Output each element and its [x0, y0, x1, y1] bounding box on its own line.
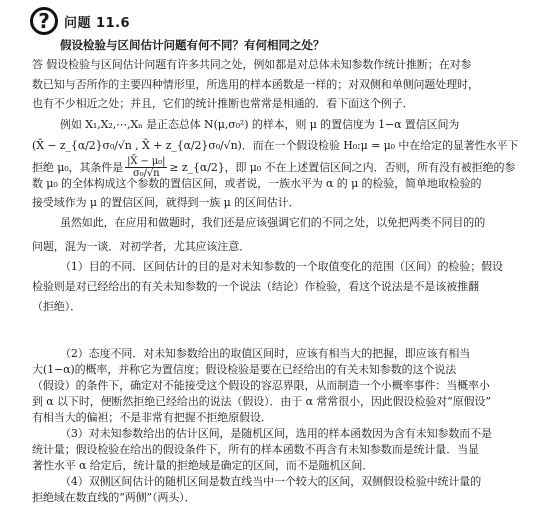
paragraph-line: 例如 X₁,X₂,⋯,Xₙ 是正态总体 N(μ,σ₀²) 的样本，则 μ 的置信度为 1−α 置信区间为 — [60, 118, 460, 131]
paragraph-line: 有相当大的偏袒；不是非常有把握不拒绝原假设． — [32, 411, 272, 424]
paragraph-line: (X̄ − z_{α/2}σ₀/√n , X̄ + z_{α/2}σ₀/√n)．而在一个假设检验 H₀:μ = μ₀ 中在给定的显著性水平下 — [32, 139, 519, 152]
paragraph-line: 大(1−α)的概率，并称它为置信度；假设检验是要在已经给出的有关未知参数的这个说法 — [32, 363, 457, 376]
text-span: ≥ z_{α/2}，即 μ₀ 不在上述置信区间之内．否则，所有没有被拒绝的参 — [169, 161, 516, 174]
paragraph-line: 问题，混为一谈．对初学者，尤其应该注意． — [32, 240, 250, 253]
problem-title: 问题 11.6 — [64, 15, 131, 31]
paragraph-line: （1）目的不同．区间估计的目的是对未知参数的一个取值变化的范围（区间）的检验；假设 — [60, 260, 503, 273]
paragraph-line: 数已知与否所作的主要四种情形里，所选用的样本函数是一样的；对双侧和单侧问题处理时， — [32, 78, 479, 91]
fraction-numerator: |X̄ − μ₀| — [127, 156, 166, 167]
paragraph-line: 答 假设检验与区间估计问题有许多共同之处，例如都是对总体未知参数作统计推断；在对参 — [32, 58, 472, 71]
paragraph-line: （3）对未知参数给出的估计区间，是随机区间，选用的样本函数因为含有未知参数而不是 — [60, 427, 492, 440]
fraction-denominator: σ₀/√n — [132, 168, 160, 179]
paragraph-line: 接受域作为 μ 的置信区间，就得到一族 μ 的区间估计． — [32, 196, 300, 209]
paragraph-line: （4）双侧区间估计的随机区间是数直线当中一个较大的区间，双侧假设检验中统计量的 — [60, 475, 482, 488]
paragraph-line: （拒绝）． — [32, 300, 81, 313]
paragraph-line: （2）态度不同．对未知参数给出的取值区间时，应该有相当大的把握，即应该有相当 — [60, 347, 471, 360]
paragraph-line: 拒绝域在数直线的“两侧”（两头）． — [32, 491, 196, 504]
paragraph-line: （假设）的条件下，确定对不能接受这个假设的容忍界限，从而制造一个小概率事件：当概率小 — [32, 379, 490, 392]
paragraph-line: 也有不少相近之处；并且，它们的统计推断也常常是相通的．看下面这个例子． — [32, 97, 414, 110]
paragraph-line: 统计量；假设检验在给出的假设条件下，所有的样本函数不再含有未知参数而是统计量．当显 — [32, 443, 479, 456]
question-text: 假设检验与区间估计问题有何不同？有何相同之处？ — [60, 38, 325, 52]
paragraph-line: 虽然如此，在应用和做题时，我们还是应该强调它们的不同之处，以免把两类不同目的的 — [60, 216, 486, 229]
paragraph-line: 检验则是对已经给出的有关未知参数的一个说法（结论）作检验，看这个说法是不是该被推翻 — [32, 280, 479, 293]
problem-header — [30, 4, 130, 38]
paragraph-line: 著性水平 α 给定后，统计量的拒绝域是确定的区间，而不是随机区间． — [32, 459, 374, 472]
question-mark-icon: ? — [30, 7, 58, 35]
paragraph-line: 数 μ₀ 的全体构成这个参数的置信区间，或者说，一族水平为 α 的 μ 的检验，简单地取检验的 — [32, 177, 482, 190]
text-span: 拒绝 μ₀，其条件是 — [32, 161, 124, 174]
paragraph-line: 到 α 以下时，便断然拒绝已经给出的说法（假设）．由于 α 常常很小，因此假设检验对“原假设” — [32, 395, 491, 408]
